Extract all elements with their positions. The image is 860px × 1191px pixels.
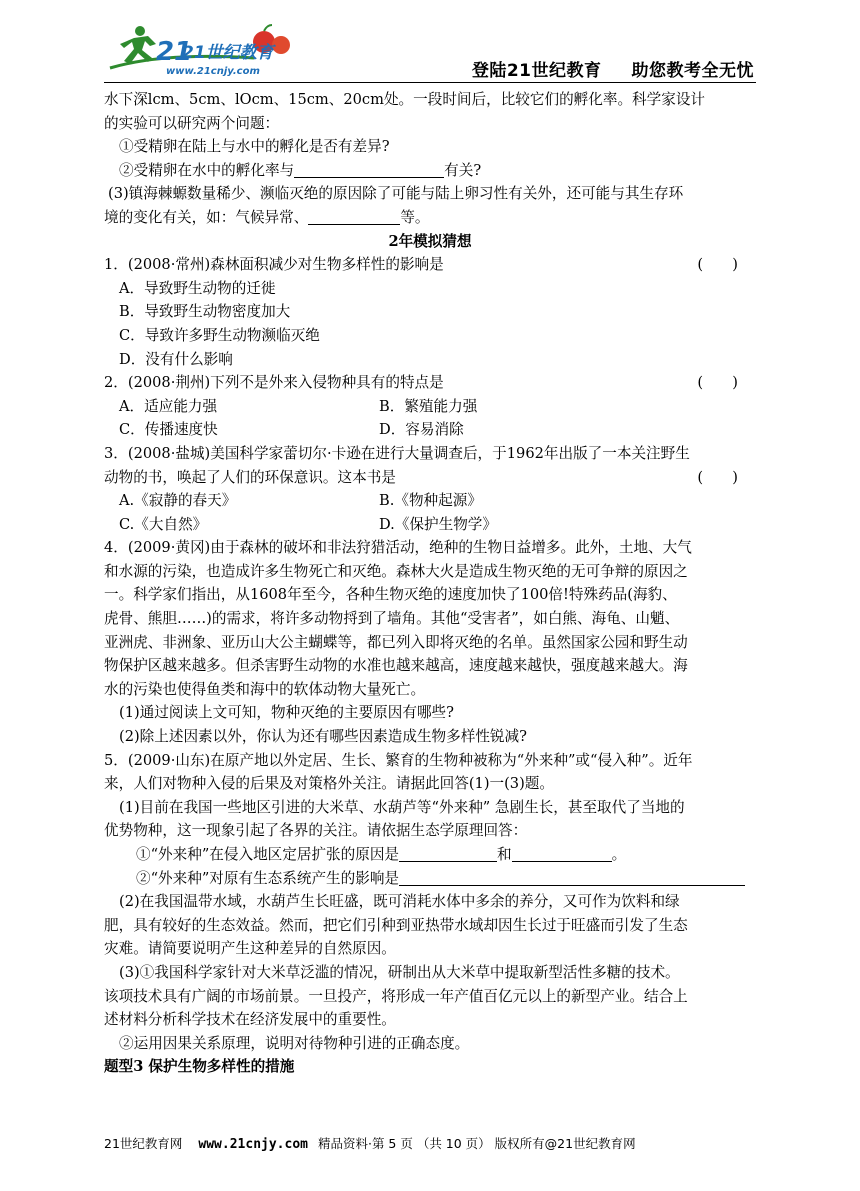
page-header	[104, 22, 756, 84]
page-footer	[104, 1134, 636, 1152]
text-line: ①受精卵在陆上与水中的孵化是否有差异?	[119, 138, 390, 156]
option: A．适应能力强	[119, 397, 218, 415]
answer-blank[interactable]	[399, 869, 745, 886]
answer-blank[interactable]	[512, 845, 612, 862]
footer-site: 21世纪教育网	[104, 1136, 183, 1151]
option: D.《保护生物学》	[379, 515, 497, 533]
option-row	[104, 513, 756, 537]
text-line: 5．(2009·山东)在原产地以外定居、生长、繁育的生物种被称为“外来种”或“侵入种”。近年	[104, 751, 693, 769]
sub-question: (2)除上述因素以外，你认为还有哪些因素造成生物多样性锐减?	[119, 728, 527, 746]
text-line: 来，人们对物种入侵的后果及对策格外关注。请据此回答(1)一(3)题。	[104, 775, 554, 793]
option: D．没有什么影响	[119, 350, 233, 368]
footer-info: 精品资料·第 5 页 （共 10 页） 版权所有@21世纪教育网	[317, 1136, 636, 1151]
text-line: 优势物种，这一现象引起了各界的关注。请依据生态学原理回答：	[104, 822, 528, 840]
header-slogan	[472, 56, 754, 81]
text-line: 该项技术具有广阔的市场前景。一旦投产，将形成一年产值百亿元以上的新型产业。结合上	[104, 987, 688, 1005]
text-line: 水的污染也使得鱼类和海中的软体动物大量死亡。	[104, 680, 426, 698]
question-stem: 动物的书，唤起了人们的环保意识。这本书是 ( )	[104, 468, 738, 486]
text-line: ②“外来种”对原有生态系统产生的影响是	[104, 867, 756, 891]
svg-text:21世纪教育: 21世纪教育	[182, 43, 274, 63]
sub-question: (1)通过阅读上文可知，物种灭绝的主要原因有哪些?	[119, 704, 454, 722]
question-stem: 3．(2008·盐城)美国科学家蕾切尔·卡逊在进行大量调查后，于1962年出版了一本关注野生	[104, 444, 690, 462]
text-line: 灾难。请简要说明产生这种差异的自然原因。	[104, 940, 396, 958]
svg-text:21: 21	[156, 37, 193, 67]
answer-blank[interactable]	[308, 208, 400, 225]
slogan-left: 登陆21世纪教育	[471, 61, 602, 81]
option: A．导致野生动物的迁徙	[119, 279, 276, 297]
text-line: 物保护区越来越多。但杀害野生动物的水准也越来越高，速度越来越快，强度越来越大。海	[104, 657, 688, 675]
text-line: 述材料分析科学技术在经济发展中的重要性。	[104, 1011, 396, 1029]
text-line: 肥，具有较好的生态效益。然而，把它们引种到亚热带水域却因生长过于旺盛而引发了生态	[104, 916, 688, 934]
option: B．繁殖能力强	[379, 397, 478, 415]
document-body	[104, 88, 756, 1079]
text-line: (1)目前在我国一些地区引进的大米草、水葫芦等“外来种” 急剧生长，甚至取代了当地的	[119, 798, 685, 816]
text-line: 一。科学家们指出，从1608年至今，各种生物灭绝的速度加快了100倍!特殊药品(海豹、	[104, 586, 677, 604]
section-heading: 题型3 保护生物多样性的措施	[104, 1058, 295, 1076]
text-line: (2)在我国温带水域，水葫芦生长旺盛，既可消耗水体中多余的养分，又可作为饮料和绿	[119, 893, 680, 911]
section-title: 2年模拟猜想	[388, 232, 472, 250]
text-line: ②受精卵在水中的孵化率与 有关?	[119, 161, 482, 179]
option-row	[104, 418, 756, 442]
site-logo	[104, 22, 314, 80]
text-line: ①“外来种”在侵入地区定居扩张的原因是 和 。	[136, 846, 627, 863]
option: C．传播速度快	[119, 421, 218, 439]
option: A.《寂静的春天》	[119, 492, 237, 510]
header-divider	[104, 82, 756, 83]
text-line: 虎骨、熊胆……)的需求，将许多动物捋到了墙角。其他“受害者”，如白熊、海龟、山魈、	[104, 610, 680, 628]
option-row	[104, 489, 756, 513]
question-stem: 1．(2008·常州)森林面积减少对生物多样性的影响是 ( )	[104, 256, 738, 274]
slogan-right: 助您教考全无忧	[631, 61, 754, 81]
option-row	[104, 395, 756, 419]
footer-url[interactable]: www.21cnjy.com	[198, 1137, 308, 1152]
text-line: 境的变化有关，如：气候异常、 等。	[104, 208, 430, 226]
option: D．容易消除	[379, 421, 464, 439]
option: B.《物种起源》	[379, 492, 482, 510]
answer-blank[interactable]	[399, 845, 497, 862]
option: C.《大自然》	[119, 515, 208, 533]
option: B．导致野生动物密度加大	[119, 303, 291, 321]
text-line: (3)镇海棘螈数量稀少、濒临灭绝的原因除了可能与陆上卵习性有关外，还可能与其生存环	[108, 185, 684, 203]
text-line: 和水源的污染，也造成许多生物死亡和灭绝。森林大火是造成生物灭绝的无可争辩的原因之	[104, 562, 688, 580]
text-line: ②运用因果关系原理，说明对待物种引进的正确态度。	[119, 1034, 470, 1052]
text-line: 的实验可以研究两个问题：	[104, 114, 280, 132]
question-stem: 2．(2008·荆州)下列不是外来入侵物种具有的特点是 ( )	[104, 374, 738, 392]
option: C．导致许多野生动物濒临灭绝	[119, 326, 320, 344]
text-line: 4．(2009·黄冈)由于森林的破坏和非法狩猎活动，绝种的生物日益增多。此外，土地、大气	[104, 539, 692, 557]
svg-text:www.21cnjy.com: www.21cnjy.com	[166, 66, 260, 77]
answer-blank[interactable]	[294, 161, 444, 178]
text-line: (3)①我国科学家针对大米草泛滥的情况，研制出从大米草中提取新型活性多糖的技术。	[119, 963, 680, 981]
text-line: 亚洲虎、非洲象、亚历山大公主蝴蝶等，都已列入即将灭绝的名单。虽然国家公园和野生动	[104, 633, 688, 651]
text-line: 水下深lcm、5cm、lOcm、15cm、20cm处。一段时间后，比较它们的孵化率。科学家设计	[104, 91, 706, 108]
